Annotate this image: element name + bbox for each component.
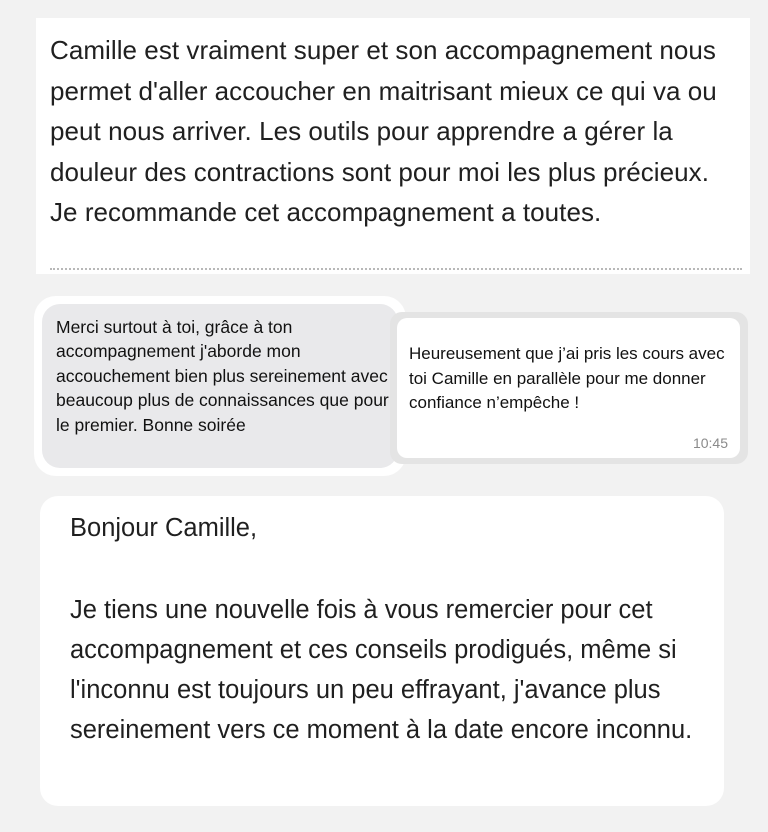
dotted-divider — [50, 268, 742, 270]
message-timestamp: 10:45 — [692, 435, 728, 451]
review-text: Camille est vraiment super et son accompagnement nous permet d'aller accoucher en maitrisant mieux ce qui va ou peut nous arriver. Les outils pour apprendre a gérer la douleur des contractions sont pour moi les plus précieux. Je recommande cet accompagnement a toutes. — [50, 35, 717, 227]
email-testimonial-card — [40, 496, 724, 806]
chat-bubble-body — [397, 318, 740, 458]
email-body: Je tiens une nouvelle fois à vous remercier pour cet accompagnement et ces conseils prodigués, même si l'inconnu est toujours un peu effrayant, j'avance plus sereinement vers ce moment à la date encore inconnu. — [70, 596, 693, 744]
chat-message-text: Merci surtout à toi, grâce à ton accompagnement j'aborde mon accouchement bien plus sereinement avec beaucoup plus de connaissances que pour le premier. Bonne soirée — [56, 317, 389, 435]
email-greeting: Bonjour Camille, — [70, 514, 258, 542]
chat-bubble-sent — [390, 312, 748, 464]
testimonial-review-card — [36, 18, 750, 274]
chat-bubble-body — [42, 304, 398, 468]
chat-bubble-received — [34, 296, 406, 476]
chat-message-text: Heureusement que j’ai pris les cours avec toi Camille en parallèle pour me donner confiance n’empêche ! — [409, 344, 725, 412]
